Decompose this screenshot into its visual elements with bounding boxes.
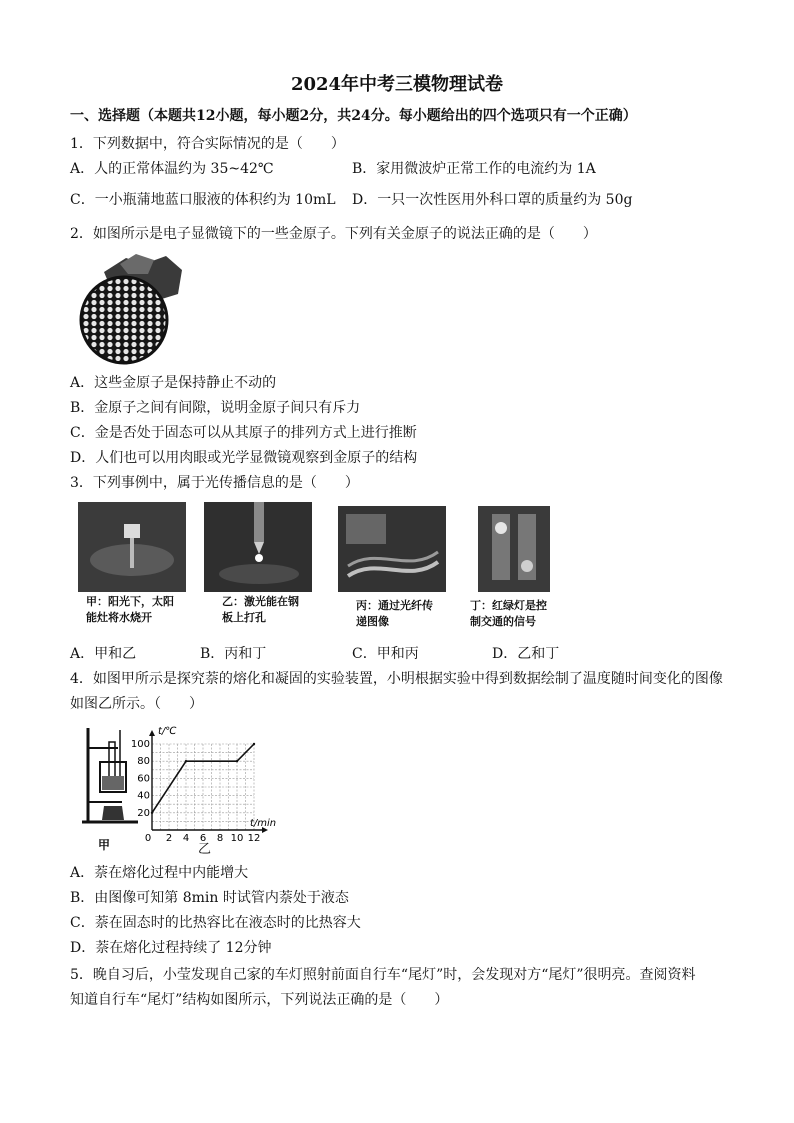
x-tick-label: 6 <box>199 833 207 844</box>
photo-solar-cooker <box>78 502 186 592</box>
data-point <box>185 760 187 762</box>
data-point <box>253 743 255 745</box>
q4-stem-line1: 4．如图甲所示是探究萘的熔化和凝固的实验装置，小明根据实验中得到数据绘制了温度随时间变化的图像 <box>70 671 723 687</box>
q1-option-c: C．一小瓶蒲地蓝口服液的体积约为 10mL <box>70 192 336 208</box>
caption-jia: 甲：阳光下，太阳能灶将水烧开 <box>86 595 174 624</box>
q3-option-a: A．甲和乙 <box>70 646 137 662</box>
x-tick-label: 10 <box>230 833 244 844</box>
y-tick-label: 60 <box>137 773 150 785</box>
x-tick-label: 12 <box>247 833 261 844</box>
fig-label-jia: 甲 <box>98 838 111 852</box>
q4-option-d: D．萘在熔化过程持续了 12分钟 <box>70 940 272 956</box>
q4-option-a: A．萘在熔化过程中内能增大 <box>70 865 249 881</box>
y-tick-label: 100 <box>130 739 150 750</box>
origin-label: 0 <box>144 833 152 844</box>
q4-option-b: B．由图像可知第 8min 时试管内萘处于液态 <box>70 890 349 906</box>
q5-line1: 5．晚自习后，小莹发现自己家的车灯照射前面自行车“尾灯”时，会发现对方“尾灯”很明亮。查阅资料 <box>70 967 696 983</box>
temperature-time-chart <box>130 724 277 852</box>
caption-bing: 丙：通过光纤传递图像 <box>356 599 433 628</box>
q2-stem: 2．如图所示是电子显微镜下的一些金原子。下列有关金原子的说法正确的是（ ） <box>70 226 597 242</box>
x-tick-label: 2 <box>165 833 173 844</box>
fig-label-yi: 乙 <box>198 842 212 857</box>
y-axis-label: t/℃ <box>158 726 177 737</box>
q3-option-b: B．丙和丁 <box>200 646 267 662</box>
q2-option-b: B．金原子之间有间隙，说明金原子间只有斥力 <box>70 400 361 416</box>
exam-title: 2024年中考三模物理试卷 <box>290 74 504 95</box>
caption-yi: 乙：激光能在钢板上打孔 <box>222 595 299 624</box>
y-tick-label: 80 <box>137 756 150 768</box>
q2-option-a: A．这些金原子是保持静止不动的 <box>70 375 277 391</box>
gold-atoms-micrograph <box>74 250 194 368</box>
q2-option-d: D．人们也可以用肉眼或光学显微镜观察到金原子的结构 <box>70 450 418 466</box>
q1-option-a: A．人的正常体温约为 35~42℃ <box>70 161 274 177</box>
x-axis-label: t/min <box>250 818 277 829</box>
q1-option-d: D．一只一次性医用外科口罩的质量约为 50g <box>352 192 633 208</box>
data-point <box>236 760 238 762</box>
y-tick-label: 20 <box>137 807 150 819</box>
q5-line2: 知道自行车“尾灯”结构如图所示，下列说法正确的是（ ） <box>70 992 449 1008</box>
q3-option-d: D．乙和丁 <box>492 646 560 662</box>
q1-option-b: B．家用微波炉正常工作的电流约为 1A <box>352 161 596 177</box>
photo-laser-drilling <box>204 502 312 592</box>
q3-option-c: C．甲和丙 <box>352 646 419 662</box>
section-heading: 一、选择题（本题共12小题，每小题2分，共24分。每小题给出的四个选项只有一个正确） <box>70 108 637 124</box>
photo-optical-fiber <box>338 506 446 592</box>
x-tick-label: 4 <box>182 833 190 844</box>
data-point <box>151 812 153 814</box>
q1-stem: 1．下列数据中，符合实际情况的是（ ） <box>70 136 345 152</box>
q4-stem-line2: 如图乙所示。（ ） <box>70 696 203 712</box>
y-axis-arrow <box>149 730 155 736</box>
q3-stem: 3．下列事例中，属于光传播信息的是（ ） <box>70 475 359 491</box>
photo-traffic-light <box>478 506 550 592</box>
x-tick-label: 8 <box>216 833 224 844</box>
q4-option-c: C．萘在固态时的比热容比在液态时的比热容大 <box>70 915 361 931</box>
caption-ding: 丁：红绿灯是控制交通的信号 <box>470 599 547 628</box>
q2-option-c: C．金是否处于固态可以从其原子的排列方式上进行推断 <box>70 425 417 441</box>
y-tick-label: 40 <box>137 790 150 802</box>
